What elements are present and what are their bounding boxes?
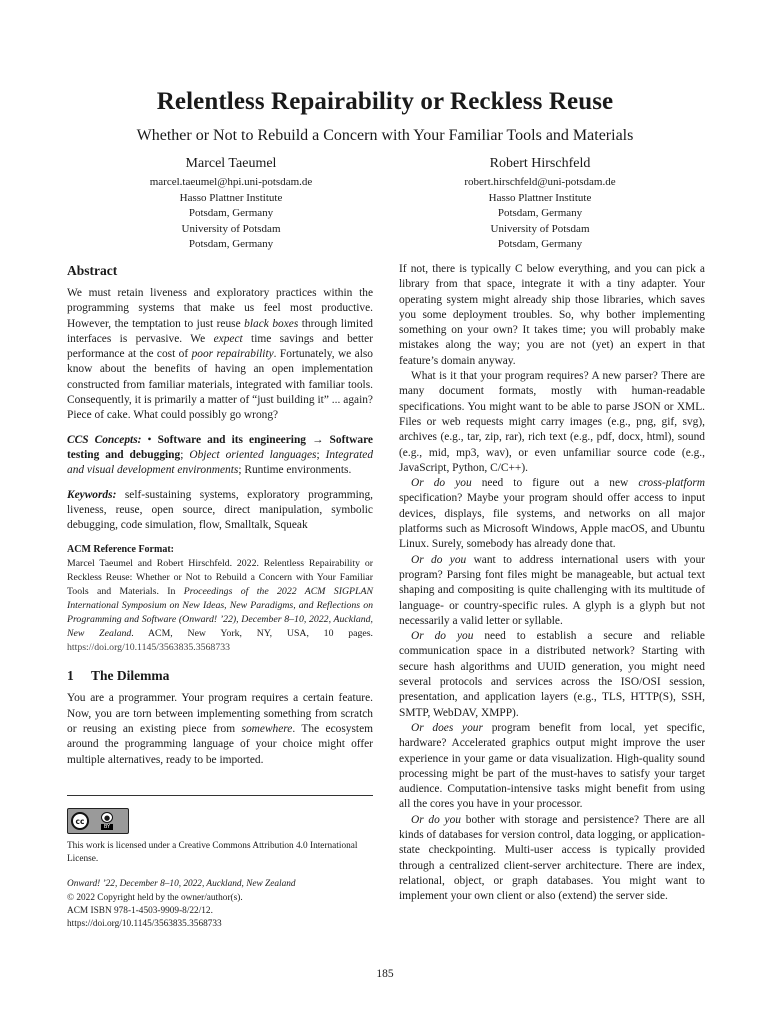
author-email: marcel.taeumel@hpi.uni-potsdam.de [149,176,313,188]
author-name: Robert Hirschfeld [489,156,591,171]
author-email: robert.hirschfeld@uni-potsdam.de [464,176,616,188]
section-heading: 1 The Dilemma [67,668,170,684]
body-paragraph: Or do you bother with storage and persistence? There are all kinds of databases for version control, data logging, or application-state checkpointing. Multi-user access is typically provided through a centralized client-server architecture. There are index, relational, object, or graph databases. You might want to implement your own client or also (extend) the server side. [399,813,705,903]
author-location: Potsdam, Germany [497,238,583,250]
body-paragraph: If not, there is typically C below everything, and you can pick a library from that space, integrate it with a tiny adapter. Your operating system might already ship those libraries, which saves you some deployment troubles. So, why bother implementing something on your own? It takes time; you will probably make mistakes along the way; you are not (yet) an expert in that feature’s domain anyway. [399,263,705,367]
author-affiliation: University of Potsdam [490,222,590,235]
abstract-heading: Abstract [67,263,118,278]
body-paragraph: Or do you need to figure out a new cross-platform specification? Maybe your program should offer access to input devices, displays, file systems, and networks on all major platforms such as Microsoft Windows, Apple macOS, and Ubuntu Linux. Surely, somebody has already done that. [399,477,705,551]
body-paragraph: Or do you want to address international users with your program? Parsing font files might be manageable, but actual text shaping and compositing is quite challenging with its multitude of language- or country-specific rules. A glyph is a glyph but not necessarily a valid letter or syllable. [399,553,705,627]
cc-by-license-badge[interactable] [67,808,129,834]
author-affiliation: Hasso Plattner Institute [179,191,283,204]
license-text: This work is licensed under a Creative Commons Attribution 4.0 International License. [67,841,358,864]
author-block-2 [390,155,690,253]
author-location: Potsdam, Germany [188,238,274,250]
conference-info: Onward! ’22, December 8–10, 2022, Auckland, New Zealand [67,879,296,889]
author-location: Potsdam, Germany [497,207,583,219]
author-affiliation: University of Potsdam [181,222,281,235]
section-paragraph: You are a programmer. Your program requires a certain feature. Now, you are torn between implementing something from scratch or reusing an existing piece from somewhere. The ecosystem around the programming language of your choice might offer multiple alternatives, ready to be imported. [67,692,373,766]
keywords: Keywords: self-sustaining systems, exploratory programming, liveness, reuse, open source, direct manipulation, symbolic debugging, code simulation, flow, Smalltalk, Squeak [67,488,373,532]
author-location: Potsdam, Germany [188,207,274,219]
left-column [67,262,373,768]
creative-commons-icon: cc [71,812,89,830]
body-paragraph: Or does your program benefit from local, yet specific, hardware? Accelerated graphics output might improve the user experience in your game or data visualization. High-quality sound processing might be part of the must-haves to satisfy your target audience. Computation-intensive tasks might benefit from using all the cores you have in your processor. [399,721,705,811]
author-affiliation: Hasso Plattner Institute [488,191,592,204]
body-paragraph: What is it that your program requires? A new parser? There are many document formats, mostly with human-readable specifications. You might want to be able to parse JSON or XML. Files or web requests might carry images (e.g., png, gif, svg), archives (e.g., tar, zip, rar), rich text (e.g., pdf, docx, html), sound (e.g., mid, mp3, wav), or even unfamiliar source code (e.g., JavaScript, Python, C/C++). [399,370,705,474]
isbn: ACM ISBN 978-1-4503-9909-8/22/12. [67,906,213,916]
page-number: 185 [376,968,394,980]
body-paragraph: Or do you need to establish a secure and reliable communication space in a distributed network? Starting with secure hash algorithms and UUID generation, you might need several protocols and services across the ISO/OSI session, presentation, and application layers (e.g., TLS, HTTP(S), SSH, SMTP, WebDAV, XMPP). [399,630,705,719]
copyright-notice: © 2022 Copyright held by the owner/author(s). [67,893,243,903]
paper-subtitle: Whether or Not to Rebuild a Concern with Your Familiar Tools and Materials [136,127,634,144]
paper-title: Relentless Repairability or Reckless Reuse [156,88,614,115]
attribution-icon: ● BY [92,812,122,830]
ccs-concepts: CCS Concepts: • Software and its engineering → Software testing and debugging; Object oriented languages; Integrated and visual development environments; Runtime environments. [67,433,374,477]
author-name: Marcel Taeumel [185,156,277,171]
author-block-1 [81,155,381,253]
doi-link[interactable]: https://doi.org/10.1145/3563835.3568733 [67,919,222,929]
right-column [399,262,705,904]
abstract-text: We must retain liveness and exploratory practices within the programming systems that make us feel most productive. However, the temptation to just reuse black boxes through limited interfaces is pervasive. We expect time savings and better performance at the cost of poor repairability. Fortunately, we also know about the benefits of having an open implementation constructed from familiar materials, integrated with familiar tools. Consequently, it is primarily a matter of “just building it” ... again? Piece of cake. What could possibly go wrong? [67,287,373,422]
doi-link[interactable]: https://doi.org/10.1145/3563835.3568733 [67,642,231,654]
acm-reference: Marcel Taeumel and Robert Hirschfeld. 2022. Relentless Repairability or Reckless Reuse: Whether or Not to Rebuild a Concern with Your Familiar Tools and Materials. In Proceedings of the 2022 ACM SIGPLAN International Symposium on New Ideas, New Paradigms, and Reflections on Programming and Software (Onward! ’22), December 8–10, 2022, Auckland, New Zealand. ACM, New York, NY, USA, 10 pages. https://doi.org/10.1145/3563835.3568733 [67,558,373,654]
acm-reference-heading: ACM Reference Format: [67,544,174,556]
person-icon: ● [101,812,113,823]
footnote-divider [67,795,373,796]
